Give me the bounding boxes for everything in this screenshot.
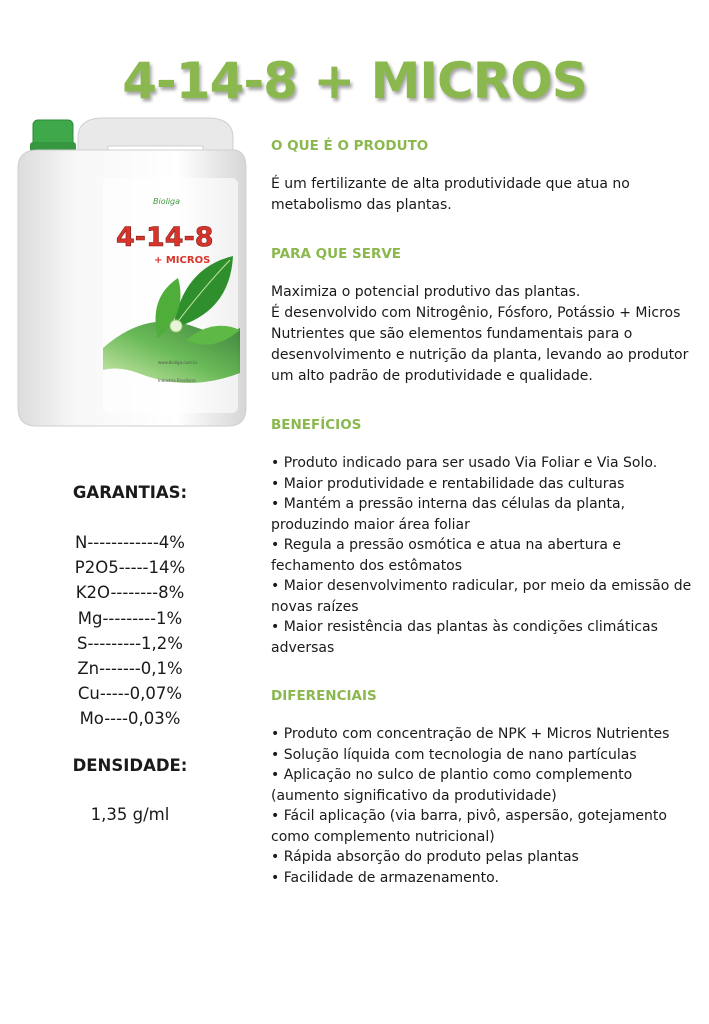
label-website: www.bioliga.com.br (158, 360, 198, 365)
section-heading-benefits: BENEFÍCIOS (271, 417, 362, 433)
garantia-item: K2O--------8% (75, 583, 185, 603)
benefit-item: • Produto indicado para ser usado Via Foliar e Via Solo. (271, 453, 701, 474)
benefit-item: • Maior produtividade e rentabilidade das culturas (271, 474, 701, 495)
garantia-item: Zn-------0,1% (77, 659, 183, 679)
garantia-item: Cu-----0,07% (77, 684, 183, 704)
garantias-heading: GARANTIAS: (72, 483, 188, 502)
differentials-list (271, 724, 701, 888)
benefit-item: • Mantém a pressão interna das células da planta, produzindo maior área foliar (271, 494, 701, 535)
differential-item: • Solução líquida com tecnologia de nano partículas (271, 745, 701, 766)
garantia-item: N------------4% (75, 533, 185, 552)
garantias-list (30, 530, 230, 732)
label-title: 4-14-8 (116, 222, 214, 253)
purpose-text-1: Maximiza o potencial produtivo das plantas. (271, 284, 581, 300)
label-origin: Indústria Brasileira (158, 378, 196, 383)
densidade-value: 1,35 g/ml (90, 804, 170, 824)
section-heading-differentials: DIFERENCIAIS (271, 688, 377, 704)
garantia-item: Mo----0,03% (79, 709, 181, 729)
product-info (271, 130, 701, 888)
garantia-item: P2O5-----14% (74, 558, 186, 578)
page-title: 4-14-8 + MICROS (122, 51, 587, 110)
what-text: É um fertilizante de alta produtividade que atua no metabolismo das plantas. (271, 176, 630, 213)
purpose-text-2: É desenvolvido com Nitrogênio, Fósforo, Potássio + Micros Nutrientes que são elementos fundamentais para o desenvolvimento e nutrição da planta, levando ao produtor um alto padrão de produtividade e qualidade. (271, 305, 689, 384)
differential-item: • Facilidade de armazenamento. (271, 868, 701, 889)
brand-logo: Bioliga (153, 197, 181, 206)
differential-item: • Aplicação no sulco de plantio como complemento (aumento significativo da produtividade) (271, 765, 701, 806)
label-subtitle: + MICROS (154, 255, 211, 266)
section-heading-what: O QUE É O PRODUTO (271, 138, 429, 154)
garantia-item: Mg---------1% (77, 608, 183, 628)
garantia-item: S---------1,2% (77, 633, 183, 653)
benefit-item: • Regula a pressão osmótica e atua na abertura e fechamento dos estômatos (271, 535, 701, 576)
benefit-item: • Maior desenvolvimento radicular, por meio da emissão de novas raízes (271, 576, 701, 617)
specs-column (30, 483, 230, 824)
differential-item: • Rápida absorção do produto pelas plantas (271, 847, 701, 868)
differential-item: • Fácil aplicação (via barra, pivô, aspersão, gotejamento como complemento nutricional) (271, 806, 701, 847)
benefit-item: • Maior resistência das plantas às condições climáticas adversas (271, 617, 701, 658)
benefits-list (271, 453, 701, 658)
section-heading-purpose: PARA QUE SERVE (271, 246, 402, 262)
differential-item: • Produto com concentração de NPK + Micros Nutrientes (271, 724, 701, 745)
densidade-heading: DENSIDADE: (72, 755, 188, 775)
product-container-image (8, 108, 250, 430)
